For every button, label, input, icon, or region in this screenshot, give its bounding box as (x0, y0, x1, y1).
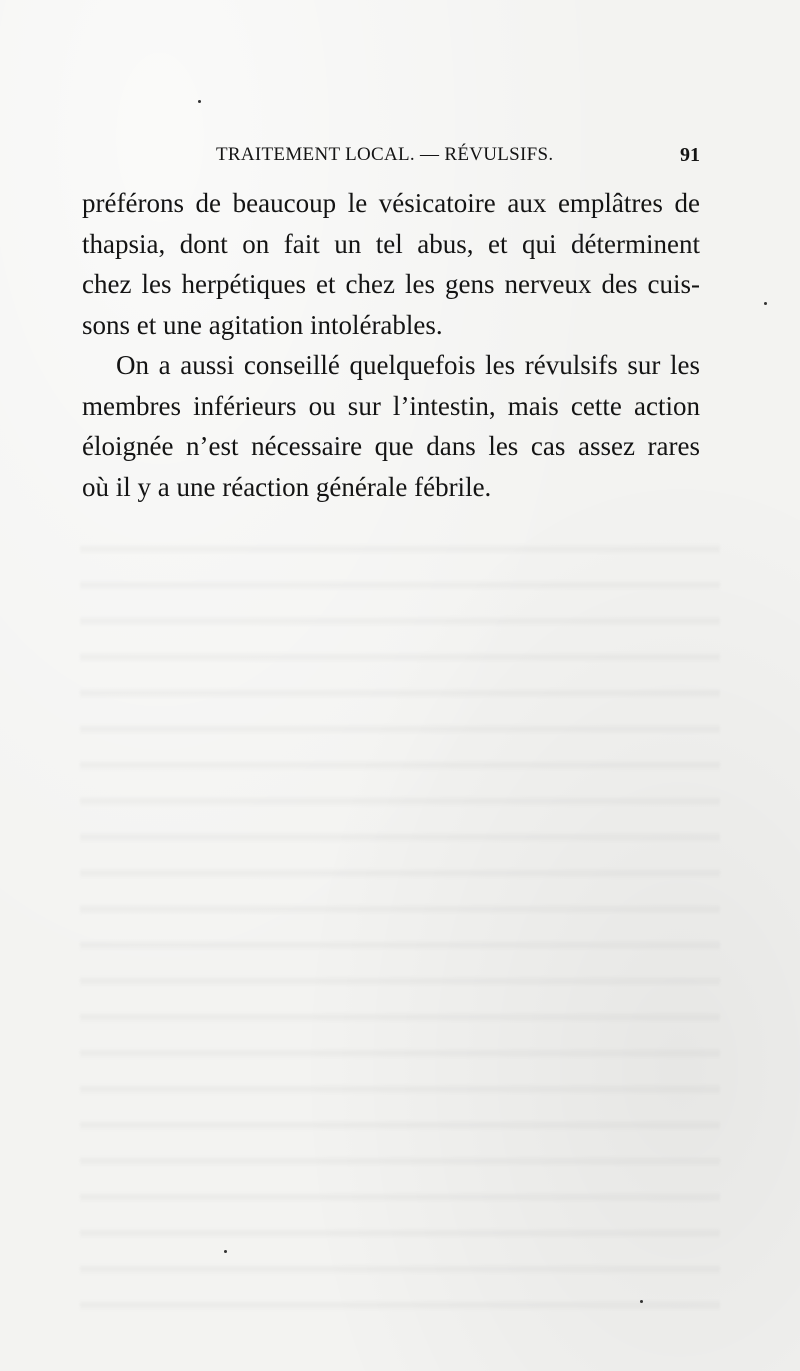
ink-speck (640, 1300, 643, 1303)
paragraph-1 (82, 183, 700, 345)
text-line: où il y a une réaction générale fébrile. (82, 471, 492, 502)
text-line: thapsia, dont on fait un tel abus, et qui déterminent (82, 228, 700, 259)
ink-speck (198, 100, 201, 103)
body-text (82, 183, 700, 507)
paragraph-2 (82, 345, 700, 507)
text-line: On a aussi conseillé quelquefois les révulsifs sur les (116, 350, 700, 380)
ink-speck (764, 302, 767, 305)
text-line: chez les herpétiques et chez les gens nerveux des cuis- (82, 269, 700, 299)
text-line: préférons de beaucoup le vésicatoire aux emplâtres de (82, 188, 700, 218)
text-line: membres inférieurs ou sur l’intestin, mais cette action (82, 390, 700, 421)
text-line: sons et une agitation intolérables. (82, 309, 443, 340)
page-number: 91 (680, 144, 700, 166)
show-through-bleed (80, 520, 720, 1320)
running-head-title: TRAITEMENT LOCAL. — RÉVULSIFS. (216, 144, 554, 165)
running-head (110, 144, 700, 174)
ink-speck (224, 1250, 227, 1253)
text-line: éloignée n’est nécessaire que dans les cas assez rares (82, 431, 700, 461)
